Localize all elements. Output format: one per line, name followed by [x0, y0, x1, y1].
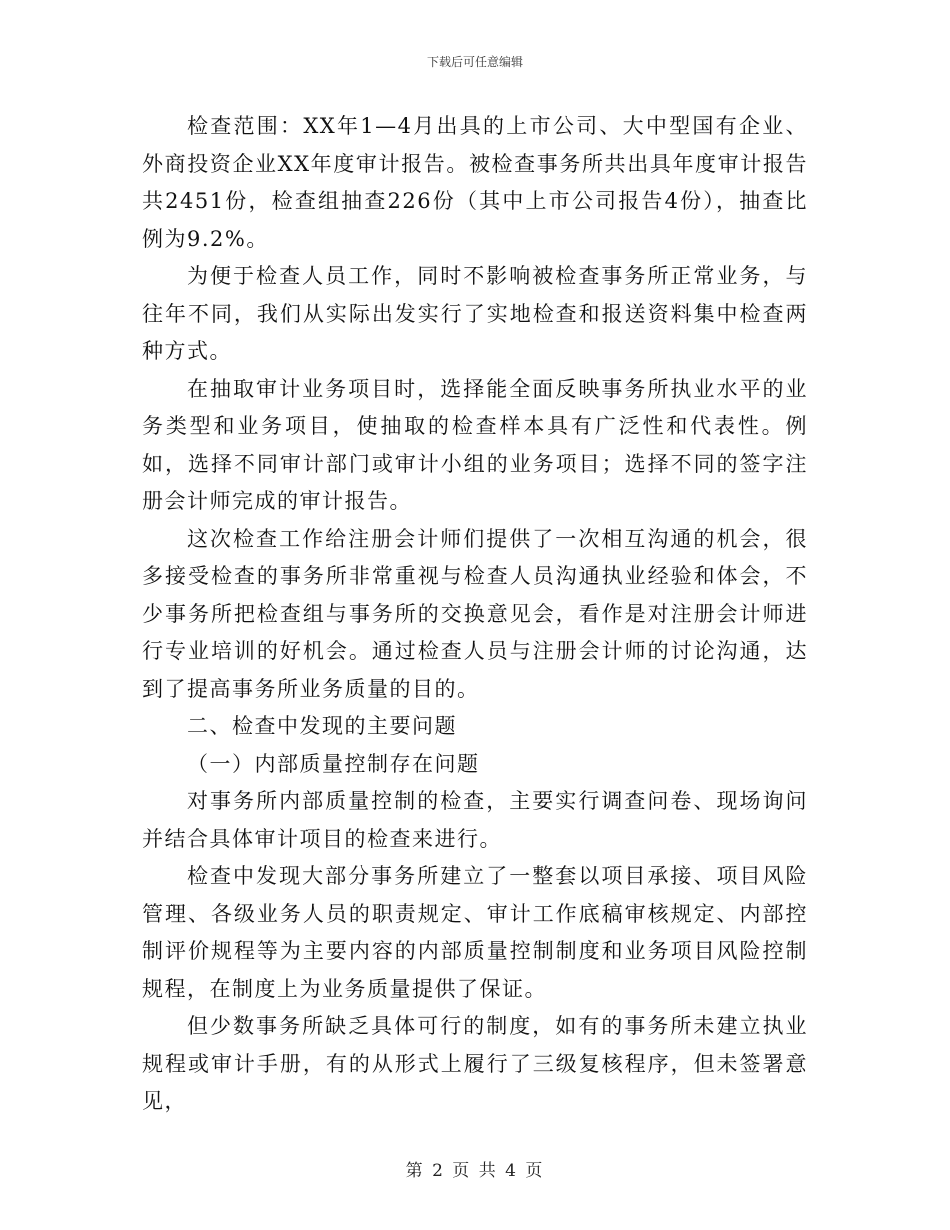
document-body [142, 108, 808, 1121]
paragraph-inspection-method: 为便于检查人员工作，同时不影响被检查事务所正常业务，与往年不同，我们从实际出发实行了实地检查和报送资料集中检查两种方式。 [142, 264, 808, 363]
page-header: 下载后可任意编辑 [426, 55, 523, 69]
section-heading-main-problems: 二、检查中发现的主要问题 [187, 714, 457, 738]
paragraph-control-deficiencies: 但少数事务所缺乏具体可行的制度，如有的事务所未建立执业规程或审计手册，有的从形式上履行了三级复核程序，但未签署意见， [142, 1014, 808, 1113]
paragraph-communication: 这次检查工作给注册会计师们提供了一次相互沟通的机会，很多接受检查的事务所非常重视与检查人员沟通执业经验和体会，不少事务所把检查组与事务所的交换意见会，看作是对注册会计师进行专业培训的好机会。通过检查人员与注册会计师的讨论沟通，达到了提高事务所业务质量的目的。 [142, 526, 808, 701]
paragraph-sample-selection: 在抽取审计业务项目时，选择能全面反映事务所执业水平的业务类型和业务项目，使抽取的检查样本具有广泛性和代表性。例如，选择不同审计部门或审计小组的业务项目；选择不同的签字注册会计师完成的审计报告。 [142, 376, 808, 513]
paragraph-control-inspection: 对事务所内部质量控制的检查，主要实行调查问卷、现场询问并结合具体审计项目的检查来进行。 [142, 789, 808, 851]
page-number-footer: 第 2 页 共 4 页 [405, 1161, 545, 1181]
paragraph-inspection-scope: 检查范围：XX年1—4月出具的上市公司、大中型国有企业、外商投资企业XX年度审计报告。被检查事务所共出具年度审计报告共2451份，检查组抽查226份（其中上市公司报告4份），抽查比例为9.2%。 [142, 114, 808, 251]
paragraph-control-findings: 检查中发现大部分事务所建立了一整套以项目承接、项目风险管理、各级业务人员的职责规定、审计工作底稿审核规定、内部控制评价规程等为主要内容的内部质量控制制度和业务项目风险控制规程，在制度上为业务质量提供了保证。 [142, 864, 808, 1001]
subsection-heading-internal-control: （一）内部质量控制存在问题 [187, 751, 480, 776]
